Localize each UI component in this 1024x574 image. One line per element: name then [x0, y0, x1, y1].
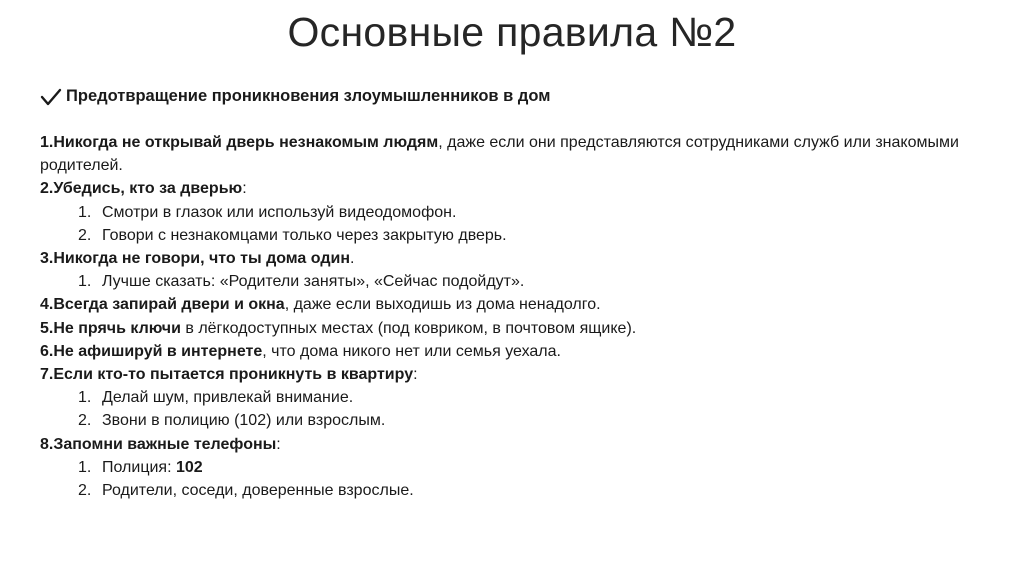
- rule-item: 6.Не афишируй в интернете, что дома никого нет или семья уехала.: [40, 342, 561, 360]
- rule-item: 5.Не прячь ключи в лёгкодоступных местах (под ковриком, в почтовом ящике).: [40, 319, 637, 337]
- rule-bold: Запомни важные телефоны: [53, 435, 277, 453]
- rule-item: 3.Никогда не говори, что ты дома один.: [40, 250, 355, 268]
- rule-bold: Убедись, кто за дверью: [53, 180, 243, 198]
- page-title: Основные правила №2: [287, 9, 737, 55]
- rule-bold: Всегда запирай двери и окна: [53, 296, 285, 314]
- sub-item: 1. Полиция: 102: [78, 458, 203, 476]
- rule-text: :: [413, 366, 418, 384]
- rule-text: :: [276, 435, 281, 453]
- rule-bold: Не афишируй в интернете: [53, 342, 263, 360]
- sub-item: 2. Звони в полицию (102) или взрослым.: [78, 412, 386, 430]
- rule-bold: Если кто-то пытается проникнуть в квартиру: [53, 366, 414, 384]
- rule-item: 7.Если кто-то пытается проникнуть в квартиру:: [40, 366, 418, 384]
- rule-item: 2.Убедись, кто за дверью:: [40, 180, 247, 198]
- rule-text: , даже если выходишь из дома ненадолго.: [284, 296, 601, 314]
- rule-item: 8.Запомни важные телефоны:: [40, 435, 281, 453]
- subheading-text: Предотвращение проникновения злоумышленников в дом: [66, 87, 551, 106]
- sub-item: 1. Лучше сказать: «Родители заняты», «Сейчас подойдут».: [78, 273, 525, 291]
- rule-item: 4.Всегда запирай двери и окна, даже если выходишь из дома ненадолго.: [40, 296, 601, 314]
- rule-item: 1.Никогда не открывай дверь незнакомым людям, даже если они представляются сотрудниками служб или знакомыми родителей.: [40, 134, 959, 175]
- rule-text: в лёгкодоступных местах (под ковриком, в почтовом ящике).: [180, 319, 637, 337]
- sub-item: 1. Делай шум, привлекай внимание.: [78, 389, 354, 407]
- subheading: [40, 85, 990, 109]
- rule-text: .: [349, 250, 355, 268]
- rule-bold: Не прячь ключи: [53, 319, 181, 337]
- slide-content: [40, 85, 990, 502]
- rule-bold: Никогда не говори, что ты дома один: [53, 250, 350, 268]
- rule-text: :: [242, 180, 247, 198]
- rule-text: , что дома никого нет или семья уехала.: [262, 342, 561, 360]
- sub-item: 1. Смотри в глазок или используй видеодомофон.: [78, 203, 457, 221]
- rule-bold: Никогда не открывай дверь незнакомым людям: [53, 134, 439, 151]
- sub-item: 2. Родители, соседи, доверенные взрослые.: [78, 482, 414, 500]
- rule-text: , даже если они представляются сотрудниками служб или знакомыми родителей.: [40, 134, 959, 175]
- sub-item: 2. Говори с незнакомцами только через закрытую дверь.: [78, 226, 507, 244]
- police-number: 102: [175, 458, 203, 476]
- checkmark-icon: [40, 87, 62, 107]
